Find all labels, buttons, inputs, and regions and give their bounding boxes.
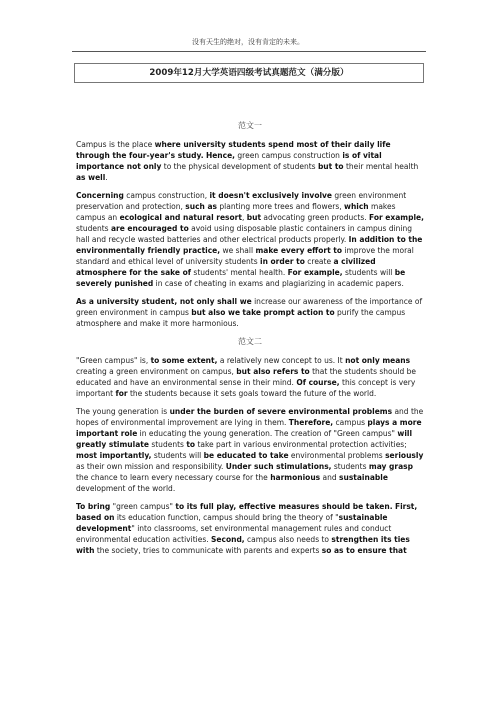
text-run: . <box>105 173 108 182</box>
emphasized-phrase: is of vital importance not only <box>76 151 382 171</box>
emphasized-phrase: but to <box>317 162 344 171</box>
emphasized-phrase: harmonious <box>270 473 321 482</box>
emphasized-phrase: Hence, <box>205 151 236 160</box>
emphasized-phrase: are encouraged to <box>110 224 189 233</box>
essay-heading: 范文二 <box>238 337 262 346</box>
text-run: The young generation is <box>76 407 170 416</box>
emphasized-phrase: seriously <box>385 451 424 460</box>
text-run: students <box>331 462 369 471</box>
emphasized-phrase: as well <box>76 173 106 182</box>
emphasized-phrase: in order to <box>260 257 305 266</box>
emphasized-phrase: strengthen its ties with <box>76 535 410 555</box>
text-run: we shall <box>220 246 256 255</box>
text-run: campus also needs to <box>244 535 332 544</box>
emphasized-phrase: be educated to take <box>203 451 289 460</box>
text-run: the society, tries to communicate with parents and experts <box>94 546 322 555</box>
emphasized-phrase: where university students spend most of their daily life through the four-year's study. <box>76 140 391 160</box>
essay-paragraph <box>76 501 424 556</box>
text-run: students will <box>151 451 204 460</box>
document-title: 2009年12月大学英语四级考试真题范文（满分版） <box>74 63 424 83</box>
emphasized-phrase: Under such stimulations, <box>225 462 332 471</box>
emphasized-phrase: to its full play, effective measures should be taken. <box>175 502 393 511</box>
emphasized-phrase: Of course, <box>296 378 340 387</box>
emphasized-phrase: may grasp <box>368 462 413 471</box>
emphasized-phrase: it doesn't exclusively involve <box>209 191 333 200</box>
emphasized-phrase: Therefore, <box>288 418 334 427</box>
emphasized-phrase: so as to ensure that <box>321 546 407 555</box>
text-run: advocating green products. <box>261 213 370 222</box>
emphasized-phrase: which <box>344 202 369 211</box>
text-run: take part in various environmental protection activities; <box>195 440 407 449</box>
document-body <box>76 120 424 563</box>
text-run: and the hopes of environmental improvement are lying in them. <box>76 407 424 427</box>
emphasized-phrase: As a university student, not only shall we <box>76 297 252 306</box>
essay-paragraph <box>76 139 424 183</box>
text-run: and <box>320 473 340 482</box>
essay-paragraph <box>76 296 424 329</box>
text-run: , <box>241 213 247 222</box>
text-run: green campus construction <box>235 151 343 160</box>
emphasized-phrase: In addition to the environmentally friendly practice, <box>76 235 423 255</box>
text-run: a relatively new concept to us. It <box>217 356 346 365</box>
text-run: "green campus" <box>110 502 176 511</box>
text-run: development of the world. <box>76 484 176 493</box>
text-run: to the physical development of students <box>161 162 318 171</box>
text-run: green environment preservation and protection, <box>76 191 407 211</box>
text-run: "Green campus" is, <box>76 356 151 365</box>
emphasized-phrase: to some extent, <box>150 356 218 365</box>
text-run: the students because it sets goals toward the future of the world. <box>127 389 377 398</box>
page-header-motto: 没有天生的绝对，没有肯定的未来。 <box>192 38 304 46</box>
text-run: students' mental health. <box>191 268 288 277</box>
text-run: create <box>304 257 334 266</box>
text-run: as their own mission and responsibility. <box>76 462 226 471</box>
text-run: campus construction, <box>123 191 210 200</box>
emphasized-phrase: will greatly stimulate <box>76 429 413 449</box>
text-run: makes campus an <box>76 202 396 222</box>
emphasized-phrase: ecological and natural resort <box>119 213 242 222</box>
text-run: students <box>76 224 111 233</box>
emphasized-phrase: most importantly, <box>76 451 152 460</box>
text-run: avoid using disposable plastic containers in campus dining hall and recycle wasted batteries and other electrical products properly. <box>76 224 413 244</box>
emphasized-phrase: sustainable development <box>76 513 388 533</box>
text-run: improve the moral standard and ethical level of university students <box>76 246 414 266</box>
emphasized-phrase: but <box>246 213 262 222</box>
text-run: in case of cheating in exams and plagiarizing in academic papers. <box>153 279 404 288</box>
essay-paragraph <box>76 406 424 494</box>
essay-paragraph <box>76 355 424 399</box>
text-run: " into classrooms, set environmental management rules and conduct environmental education activities. <box>76 524 392 544</box>
emphasized-phrase: not only means <box>345 356 411 365</box>
emphasized-phrase: Concerning <box>76 191 124 200</box>
text-run: that the students should be educated and have an environmental sense in their mind. <box>76 367 416 387</box>
emphasized-phrase: under the burden of severe environmental problems <box>169 407 393 416</box>
emphasized-phrase: Second, <box>211 535 245 544</box>
text-run: students <box>148 440 187 449</box>
text-run: environmental problems <box>288 451 386 460</box>
text-run: Campus is the place <box>76 140 155 149</box>
text-run: this concept is very important <box>76 378 416 398</box>
text-run: planting more trees and flowers, <box>217 202 345 211</box>
emphasized-phrase: to <box>186 440 196 449</box>
header-divider <box>72 51 426 52</box>
emphasized-phrase: make every effort to <box>255 246 343 255</box>
emphasized-phrase: To bring <box>76 502 111 511</box>
text-run: campus <box>333 418 368 427</box>
text-run: in educating the young generation. The creation of "Green campus" <box>137 429 398 438</box>
emphasized-phrase: such as <box>185 202 217 211</box>
essay-paragraph <box>76 190 424 289</box>
emphasized-phrase: but also we <box>191 308 241 317</box>
emphasized-phrase: take prompt action to <box>242 308 335 317</box>
essay-heading: 范文一 <box>238 121 262 130</box>
text-run: increase our awareness of the importance of green environment in campus <box>76 297 423 317</box>
emphasized-phrase: sustainable <box>339 473 388 482</box>
emphasized-phrase: but also refers to <box>236 367 310 376</box>
emphasized-phrase: for <box>115 389 128 398</box>
text-run: its education function, campus should bring the theory of " <box>114 513 339 522</box>
text-run: students will <box>342 268 395 277</box>
text-run: creating a green environment on campus, <box>76 367 237 376</box>
emphasized-phrase: For example, <box>287 268 343 277</box>
text-run: the chance to learn every necessary course for the <box>76 473 271 482</box>
emphasized-phrase: First, based on <box>76 502 418 522</box>
emphasized-phrase: For example, <box>369 213 424 222</box>
text-run: their mental health <box>343 162 419 171</box>
emphasized-phrase: be severely punished <box>76 268 406 288</box>
emphasized-phrase: plays a more important role <box>76 418 422 438</box>
emphasized-phrase: a civilized atmosphere for the sake of <box>76 257 376 277</box>
text-run: purify the campus atmosphere and make it more harmonious. <box>76 308 406 328</box>
